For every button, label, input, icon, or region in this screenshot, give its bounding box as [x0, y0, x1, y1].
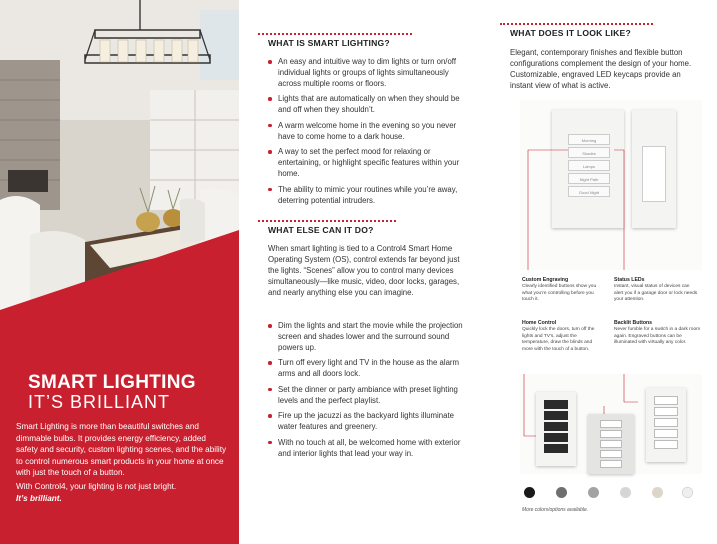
keypad-image — [520, 100, 702, 270]
intro-paragraph: Smart Lighting is more than beautiful switches and dimmable bulbs. It provides energy efficiency, added safety and security, custom lighting scenes, and the ability to control numerous smart products in your home at once with just the touch of a button. — [16, 422, 227, 478]
swatch-biscuit — [652, 487, 663, 498]
list-item: Set the dinner or party ambiance with preset lighting levels and the perfect playlist. — [268, 384, 466, 406]
swatch-light-gray — [620, 487, 631, 498]
what-is-title: WHAT IS SMART LIGHTING? — [268, 38, 390, 48]
look-paragraph: Elegant, contemporary finishes and flexible button configurations complement the design of your home. Customizable, engraved LED keycaps provide an instant view of what is active. — [510, 48, 692, 90]
key-morning: Morning — [568, 134, 610, 145]
hero-title: SMART LIGHTING — [28, 372, 196, 393]
feature-label-backlit: Backlit Buttons — [614, 320, 653, 326]
dining-room-photo — [0, 0, 239, 310]
hero-subtitle: IT’S BRILLIANT — [28, 392, 171, 412]
keypad-lineup-image — [520, 374, 702, 474]
key-shades: Shades — [568, 147, 610, 158]
look-title: WHAT DOES IT LOOK LIKE? — [510, 28, 631, 38]
availability-note: More colors/options available. — [522, 507, 589, 513]
swatch-gray — [588, 487, 599, 498]
list-item: A way to set the perfect mood for relaxing or entertaining, or highlight specific features within your home. — [268, 146, 466, 179]
feature-text-backlit: Never fumble for a switch in a dark room again. Engraved buttons can be illuminated with virtually any color. — [614, 327, 701, 346]
closing-text: With Control4, your lighting is not just bright. — [16, 482, 177, 491]
feature-label-home-control: Home Control — [522, 320, 557, 326]
feature-label-leds: Status LEDs — [614, 277, 645, 283]
list-item: Dim the lights and start the movie while the projection screen and shades lower and the surround sound powers up. — [268, 320, 466, 353]
what-is-list — [268, 56, 466, 210]
list-item: With no touch at all, be welcomed home with exterior and interior lights that lead your way in. — [268, 437, 466, 459]
feature-text-leds: Instant, visual status of devices can alert you if a garage door or lock needs your attention. — [614, 284, 698, 303]
swatch-black — [524, 487, 535, 498]
swatch-dark-gray — [556, 487, 567, 498]
what-else-list — [268, 320, 466, 463]
callout-lines — [520, 100, 702, 270]
what-else-paragraph: When smart lighting is tied to a Control4 Smart Home Operating System (OS), control extends far beyond just the lights. “Scenes” allow you to control many devices simultaneously—like music, video, door locks, garages, and nearly anything else you can imagine. — [268, 244, 460, 297]
list-item: The ability to mimic your routines while you’re away, deterring potential intruders. — [268, 184, 466, 206]
right-column — [510, 0, 710, 544]
list-item: Turn off every light and TV in the house as the alarm arms and all doors lock. — [268, 357, 466, 379]
list-item: Fire up the jacuzzi as the backyard lights illuminate water features and greenery. — [268, 410, 466, 432]
list-item: Lights that are automatically on when they should be and off when they shouldn’t. — [268, 93, 466, 115]
key-night-path: Night Path — [568, 173, 610, 184]
feature-text-engraving: Clearly identified buttons show you what you’re controlling before you touch it. — [522, 284, 597, 303]
closing-emphasis: It’s brilliant. — [16, 493, 62, 503]
feature-text-home-control: Quickly lock the doors, turn off the lights and TV’s, adjust the temperature, draw the blinds and more with the touch of a button. — [522, 327, 595, 352]
key-good-night: Good Night — [568, 186, 610, 197]
left-panel — [0, 0, 239, 544]
list-item: An easy and intuitive way to dim lights or turn on/off individual lights or groups of lights simultaneously across multiple rooms or floors. — [268, 56, 466, 89]
what-else-title: WHAT ELSE CAN IT DO? — [268, 225, 374, 235]
list-item: A warm welcome home in the evening so you never have to come home to a dark house. — [268, 120, 466, 142]
swatch-white — [682, 487, 693, 498]
key-lamps: Lamps — [568, 160, 610, 171]
feature-label-engraving: Custom Engraving — [522, 277, 569, 283]
closing-paragraph — [16, 481, 230, 504]
